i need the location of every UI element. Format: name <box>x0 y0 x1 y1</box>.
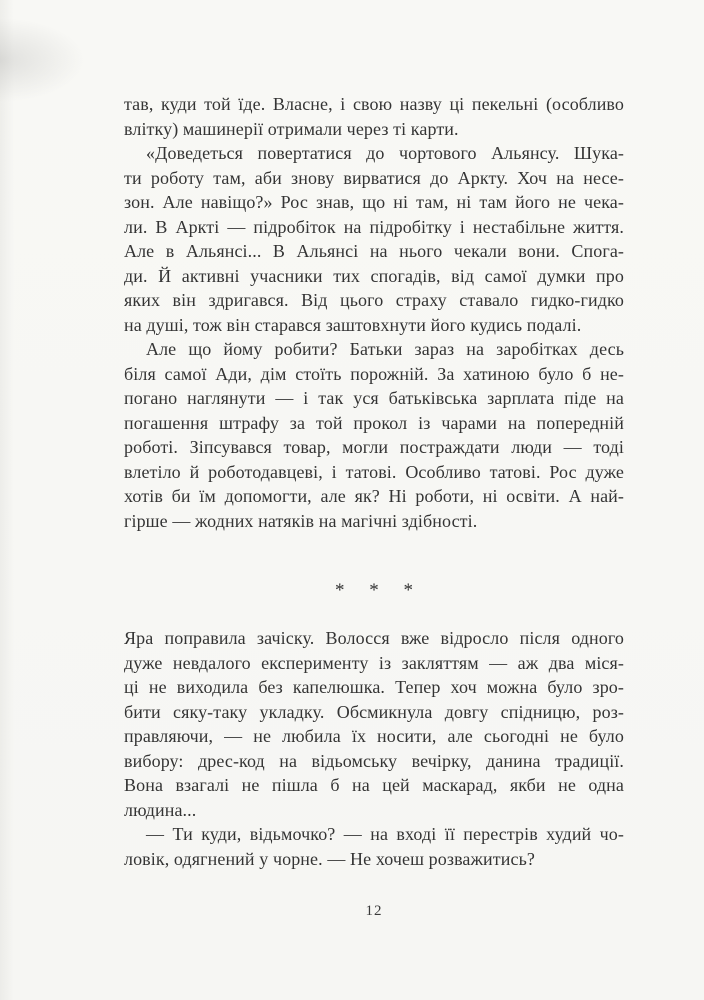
text-line: погано наглянути — і так уся батьківська зарплата піде на <box>124 388 624 408</box>
text-line: ти роботу там, аби знову вирватися до Аркту. Хоч на несе- <box>124 167 624 188</box>
paragraph <box>124 141 624 337</box>
text-line: Вона взагалі не пішла б на цей маскарад, якби не одна <box>124 775 624 795</box>
text-line: влітку) машинерії отримали через ті карти. <box>124 118 459 139</box>
text-line: Яра поправила зачіску. Волосся вже відросло після одного <box>124 628 624 648</box>
text-line: на душі, тож він старався заштовхнути його кудись подалі. <box>124 314 582 335</box>
text-line: ловік, одягнений у чорне. — Не хочеш розважитись? <box>124 848 535 869</box>
text-line: яких він здригався. Від цього страху ставало гидко-гидко <box>124 290 624 310</box>
text-section-2 <box>124 626 624 871</box>
paragraph <box>124 822 624 871</box>
text-line: Але що йому робити? Батьки зараз на заробітках десь <box>146 339 624 359</box>
text-line: хотів би їм допомогти, але як? Ні роботи, ні освіти. А най- <box>124 486 624 506</box>
paragraph <box>124 92 624 141</box>
text-line: бити сяку-таку укладку. Обсмикнула довгу спідницю, роз- <box>124 701 624 722</box>
text-line: зон. Але навіщо?» Рос знав, що ні там, ні там його не чека- <box>124 192 624 212</box>
text-line: ди. Й активні учасники тих спогадів, від самої думки про <box>124 265 624 286</box>
text-line: влетіло й роботодавцеві, і татові. Особливо татові. Рос дуже <box>124 461 624 482</box>
text-line: дуже невдалого експерименту із закляттям — аж два міся- <box>124 652 624 673</box>
text-line: — Ти куди, відьмочко? — на вході її перестрів худий чо- <box>146 824 624 844</box>
section-break-asterisks: * * * <box>335 580 413 601</box>
text-line: Але в Альянсі... В Альянсі на нього чекали вони. Спога- <box>124 241 624 261</box>
text-line: погашення штрафу за той прокол із чарами на попередній <box>124 412 624 433</box>
text-line: ли. В Аркті — підробіток на підробітку і нестабільне життя. <box>124 216 624 237</box>
text-line: біля самої Ади, дім стоїть порожній. За хатиною було б не- <box>124 363 624 384</box>
text-line: гірше — жодних натяків на магічні здібності. <box>124 510 478 531</box>
paragraph <box>124 337 624 533</box>
text-line: правляючи, — не любила їх носити, але сьогодні не було <box>124 726 624 746</box>
text-line: ці не виходила без капелюшка. Тепер хоч можна було зро- <box>124 677 624 697</box>
page-number: 12 <box>365 903 383 919</box>
text-line: «Доведеться повертатися до чортового Альянсу. Шука- <box>146 143 624 163</box>
text-line: роботі. Зіпсувався товар, могли постраждати люди — тоді <box>124 437 624 457</box>
text-line: людина... <box>124 799 197 820</box>
text-line: тав, куди той їде. Власне, і свою назву ці пекельні (особливо <box>124 94 624 114</box>
paragraph <box>124 626 624 822</box>
text-line: вибору: дрес-код на відьомську вечірку, данина традиції. <box>124 750 624 771</box>
text-section-1 <box>124 92 624 533</box>
